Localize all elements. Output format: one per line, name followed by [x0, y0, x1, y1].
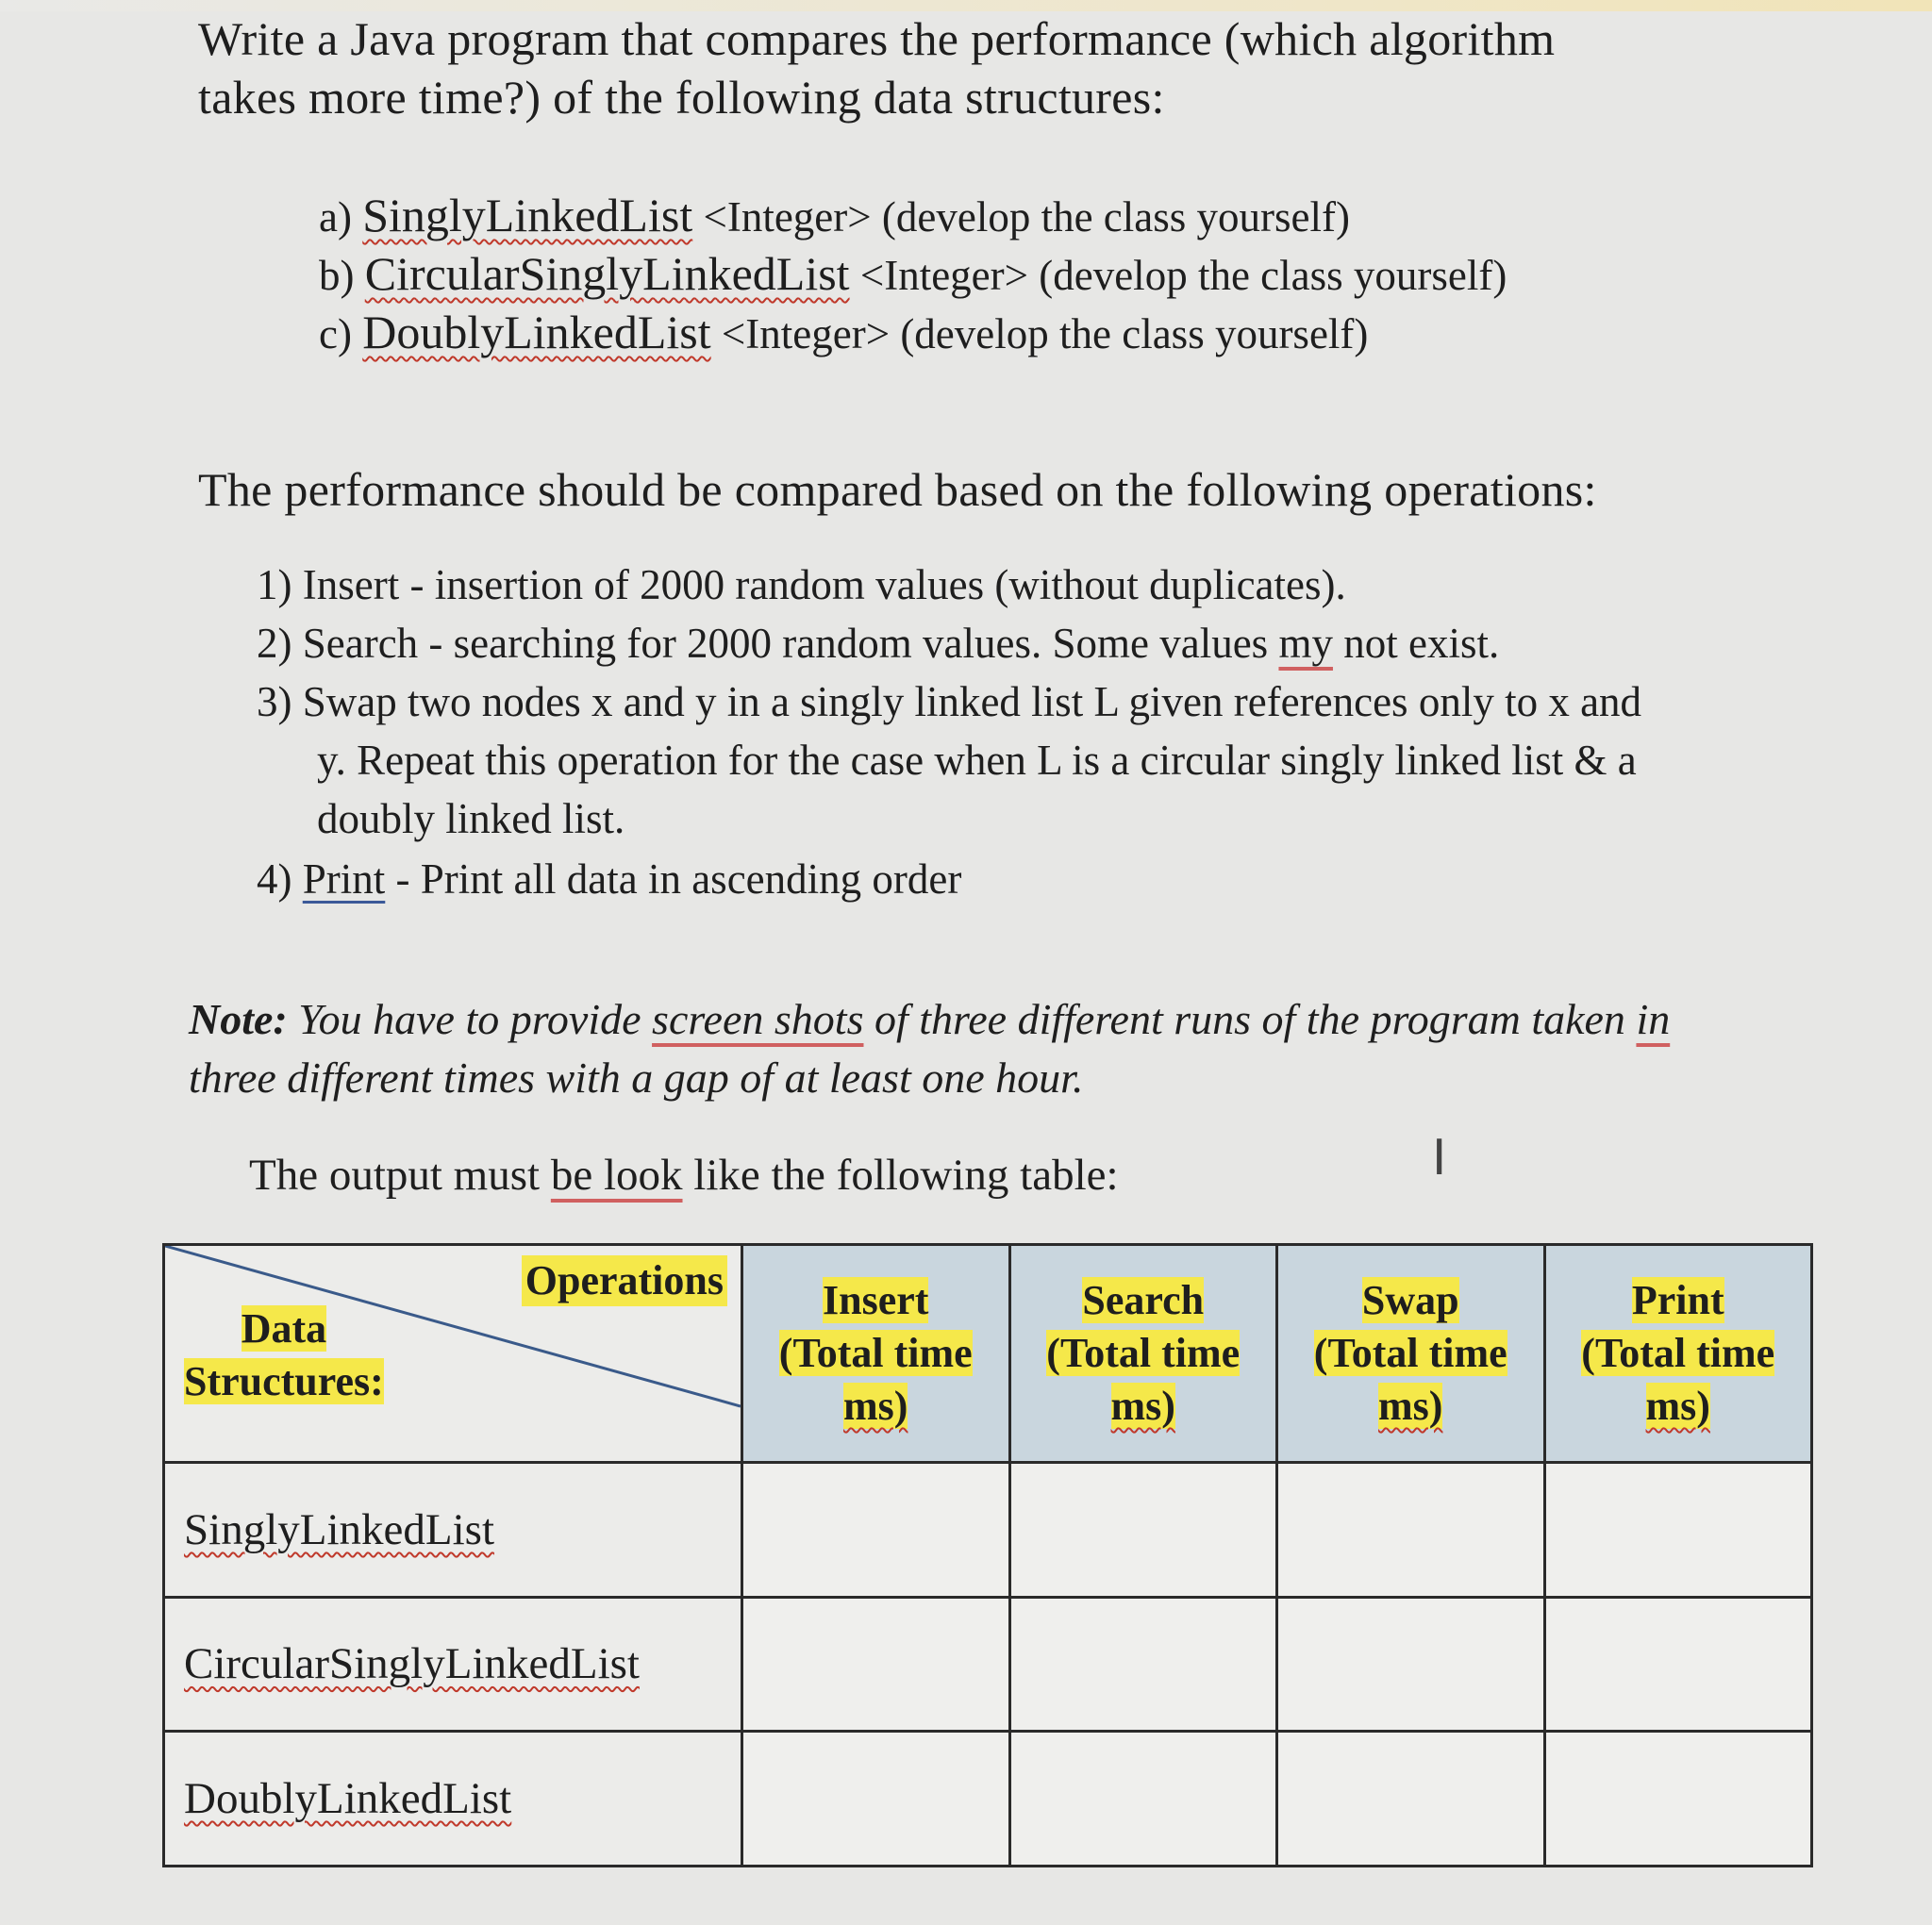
note-label: Note: [189, 995, 288, 1043]
list-marker: b) [319, 252, 355, 299]
list-marker: c) [319, 310, 352, 357]
operation-item-3 [257, 675, 1641, 728]
note-line-2: three different times with a gap of at least one hour. [189, 1054, 1084, 1102]
row-label [164, 1597, 742, 1732]
column-unit: ms) [843, 1383, 908, 1429]
note-line-1 [189, 990, 1811, 1049]
table-cell[interactable] [742, 1732, 1010, 1867]
table-corner-header [164, 1245, 742, 1463]
note-text: You have to provide [287, 995, 653, 1043]
corner-label-line-2: Structures: [184, 1358, 384, 1404]
column-header-insert [742, 1245, 1010, 1463]
column-header-print [1544, 1245, 1812, 1463]
operation-text: not exist. [1332, 620, 1500, 667]
operation-item-3-line-2: y. Repeat this operation for the case when L is a circular singly linked list & a [317, 737, 1637, 784]
intro-paragraph [198, 9, 1555, 126]
row-label [164, 1463, 742, 1598]
table-cell[interactable] [1009, 1597, 1277, 1732]
operation-item-2 [257, 617, 1499, 670]
column-header-search [1009, 1245, 1277, 1463]
operation-text: Search - searching for 2000 random values. Some values [302, 620, 1279, 667]
intro-line-2: takes more time?) of the following data structures: [198, 71, 1165, 124]
table-cell[interactable] [1544, 1597, 1812, 1732]
structure-desc: <Integer> (develop the class yourself) [710, 310, 1369, 357]
performance-table [162, 1243, 1813, 1867]
column-subtitle: (Total time [1313, 1330, 1507, 1376]
column-title: Search [1082, 1277, 1205, 1323]
operations-intro: The performance should be compared based on the following operations: [198, 463, 1597, 516]
structure-name: DoublyLinkedList [362, 306, 711, 358]
table-cell[interactable] [742, 1463, 1010, 1598]
list-marker: 2) [257, 620, 292, 667]
corner-structures-label [184, 1303, 384, 1408]
row-label-text: DoublyLinkedList [184, 1774, 512, 1824]
structure-item-b [319, 247, 1507, 302]
table-cell[interactable] [1544, 1463, 1812, 1598]
note-paragraph [189, 990, 1811, 1107]
structure-item-c [319, 306, 1368, 360]
corner-operations-label: Operations [522, 1255, 727, 1306]
note-text: of three different runs of the program taken [863, 995, 1637, 1043]
output-intro-text: The output must [249, 1151, 551, 1200]
structure-desc: <Integer> (develop the class yourself) [849, 252, 1507, 299]
list-marker: 1) [257, 561, 292, 608]
row-label-text: SinglyLinkedList [184, 1504, 494, 1554]
output-intro-text: like the following table: [682, 1151, 1119, 1200]
row-label-text: CircularSinglyLinkedList [184, 1639, 640, 1689]
list-marker: 4) [257, 855, 292, 903]
column-title: Swap [1361, 1277, 1459, 1323]
column-title: Insert [823, 1277, 929, 1323]
structure-name: SinglyLinkedList [362, 189, 693, 241]
operation-line-1: Swap two nodes x and y in a singly linked list L given references only to x and [302, 678, 1642, 725]
column-subtitle: (Total time [1046, 1330, 1241, 1376]
operation-item-1 [257, 558, 1346, 611]
column-unit: ms) [1110, 1383, 1175, 1429]
output-intro [249, 1149, 1119, 1202]
grammar-flag: be look [550, 1151, 683, 1200]
operation-item-4 [257, 853, 961, 905]
table-cell[interactable] [1277, 1732, 1545, 1867]
operation-name: Print [302, 855, 386, 903]
table-cell[interactable] [1009, 1732, 1277, 1867]
table-cell[interactable] [742, 1597, 1010, 1732]
column-subtitle: (Total time [778, 1330, 973, 1376]
corner-label-line-1: Data [241, 1305, 327, 1352]
table-cell[interactable] [1277, 1463, 1545, 1598]
structure-name: CircularSinglyLinkedList [364, 247, 850, 300]
grammar-flag: my [1278, 620, 1333, 667]
table-cell[interactable] [1277, 1597, 1545, 1732]
structure-desc: <Integer> (develop the class yourself) [692, 193, 1350, 241]
operation-text: Insert - insertion of 2000 random values (without duplicates). [302, 561, 1346, 608]
table-cell[interactable] [1544, 1732, 1812, 1867]
structure-item-a [319, 189, 1350, 243]
list-marker: 3) [257, 678, 292, 725]
row-label [164, 1732, 742, 1867]
column-subtitle: (Total time [1581, 1330, 1775, 1376]
list-marker: a) [319, 193, 352, 241]
table-row [164, 1732, 1812, 1867]
grammar-flag: in [1636, 995, 1671, 1043]
operation-item-3-line-3: doubly linked list. [317, 795, 625, 842]
table-row [164, 1463, 1812, 1598]
table-cell[interactable] [1009, 1463, 1277, 1598]
operation-text: - Print all data in ascending order [385, 855, 962, 903]
column-title: Print [1631, 1277, 1724, 1323]
column-unit: ms) [1645, 1383, 1710, 1429]
table-row [164, 1597, 1812, 1732]
column-unit: ms) [1378, 1383, 1443, 1429]
text-cursor-icon: I [1432, 1130, 1447, 1187]
table-header-row [164, 1245, 1812, 1463]
intro-line-1: Write a Java program that compares the performance (which algorithm [198, 12, 1556, 65]
column-header-swap [1277, 1245, 1545, 1463]
grammar-flag: screen shots [652, 995, 864, 1043]
